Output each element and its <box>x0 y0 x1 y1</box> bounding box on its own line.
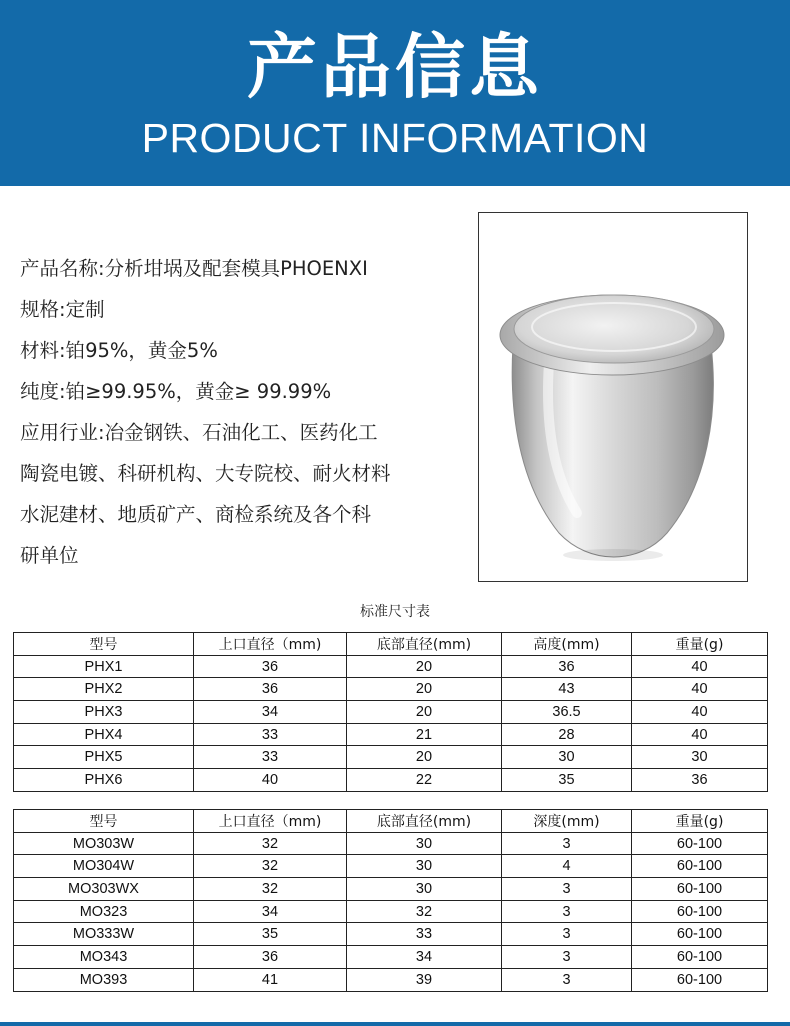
table-cell: 4 <box>502 855 632 878</box>
table-cell: 36 <box>502 655 632 678</box>
table-cell: 35 <box>194 923 347 946</box>
table-cell: 3 <box>502 878 632 901</box>
info-industry-cont-1: 陶瓷电镀、科研机构、大专院校、耐火材料 <box>20 462 391 485</box>
table-cell: 60-100 <box>632 923 768 946</box>
table-cell: 60-100 <box>632 900 768 923</box>
table-row <box>14 746 768 769</box>
table-cell: 32 <box>194 832 347 855</box>
info-spec: 规格:定制 <box>20 298 105 321</box>
table-cell: 28 <box>502 723 632 746</box>
table-cell: 22 <box>347 769 502 792</box>
size-table-phx <box>13 632 768 792</box>
header-bottom-diameter: 底部直径(mm) <box>347 633 502 656</box>
table-cell: 60-100 <box>632 878 768 901</box>
info-product-name: 产品名称:分析坩埚及配套模具PHOENXI <box>20 257 368 280</box>
header-depth: 深度(mm) <box>502 810 632 833</box>
table-cell: 3 <box>502 946 632 969</box>
header-weight: 重量(g) <box>632 810 768 833</box>
table-cell: 30 <box>502 746 632 769</box>
info-purity: 纯度:铂≥99.95%，黄金≥ 99.99% <box>20 380 332 403</box>
table-row <box>14 923 768 946</box>
table-caption: 标准尺寸表 <box>360 604 430 620</box>
table-row <box>14 900 768 923</box>
table-cell: 40 <box>632 723 768 746</box>
table-cell: 36 <box>194 946 347 969</box>
product-photo <box>478 212 748 582</box>
table-cell: 3 <box>502 923 632 946</box>
table-cell: 20 <box>347 655 502 678</box>
product-info <box>20 248 480 576</box>
table-cell: 20 <box>347 678 502 701</box>
table-cell: 3 <box>502 832 632 855</box>
table-cell: 36 <box>194 655 347 678</box>
table-cell: MO303WX <box>14 878 194 901</box>
table-row <box>14 655 768 678</box>
table-cell: MO333W <box>14 923 194 946</box>
table-cell: 41 <box>194 968 347 991</box>
info-industry-cont-2: 水泥建材、地质矿产、商检系统及各个科 <box>20 503 372 526</box>
table-cell: MO393 <box>14 968 194 991</box>
table-cell: 60-100 <box>632 832 768 855</box>
table-header-row <box>14 810 768 833</box>
info-industry: 应用行业:冶金钢铁、石油化工、医药化工 <box>20 421 378 444</box>
header-weight: 重量(g) <box>632 633 768 656</box>
table-cell: 30 <box>632 746 768 769</box>
table-cell: 40 <box>194 769 347 792</box>
table-cell: MO343 <box>14 946 194 969</box>
table-cell: 34 <box>194 900 347 923</box>
table-row <box>14 878 768 901</box>
table-cell: PHX1 <box>14 655 194 678</box>
table-cell: 43 <box>502 678 632 701</box>
table-row <box>14 723 768 746</box>
table-cell: 35 <box>502 769 632 792</box>
table-cell: 60-100 <box>632 855 768 878</box>
info-industry-cont-3: 研单位 <box>20 544 79 567</box>
table-cell: 34 <box>347 946 502 969</box>
table-row <box>14 701 768 724</box>
table-cell: 36 <box>194 678 347 701</box>
banner-title: 产品信息 <box>247 26 543 108</box>
table-cell: 33 <box>194 723 347 746</box>
table-cell: 40 <box>632 701 768 724</box>
table-cell: 40 <box>632 655 768 678</box>
bottom-divider <box>0 1022 790 1026</box>
header-height: 高度(mm) <box>502 633 632 656</box>
table-cell: 3 <box>502 968 632 991</box>
table-cell: 32 <box>347 900 502 923</box>
table-cell: PHX4 <box>14 723 194 746</box>
table-cell: PHX3 <box>14 701 194 724</box>
table-cell: 60-100 <box>632 968 768 991</box>
table-row <box>14 832 768 855</box>
header-model: 型号 <box>14 810 194 833</box>
table-cell: 36.5 <box>502 701 632 724</box>
table-cell: 32 <box>194 878 347 901</box>
header-top-diameter: 上口直径（mm) <box>194 810 347 833</box>
table-cell: PHX5 <box>14 746 194 769</box>
table-cell: 30 <box>347 855 502 878</box>
table-cell: 30 <box>347 878 502 901</box>
table-cell: 39 <box>347 968 502 991</box>
table-cell: PHX2 <box>14 678 194 701</box>
table-cell: 34 <box>194 701 347 724</box>
header-top-diameter: 上口直径（mm) <box>194 633 347 656</box>
table-cell: 3 <box>502 900 632 923</box>
crucible-illustration <box>479 213 747 581</box>
size-table-mo <box>13 809 768 992</box>
table-cell: MO304W <box>14 855 194 878</box>
table-row <box>14 968 768 991</box>
table-row <box>14 678 768 701</box>
table-header-row <box>14 633 768 656</box>
table-cell: 60-100 <box>632 946 768 969</box>
table-cell: MO303W <box>14 832 194 855</box>
header-banner <box>0 0 790 186</box>
crucible-body <box>512 345 713 557</box>
table-cell: 36 <box>632 769 768 792</box>
table-cell: 40 <box>632 678 768 701</box>
table-cell: 30 <box>347 832 502 855</box>
info-material: 材料:铂95%，黄金5% <box>20 339 218 362</box>
table-cell: 20 <box>347 746 502 769</box>
table-cell: MO323 <box>14 900 194 923</box>
table-cell: 21 <box>347 723 502 746</box>
table-cell: PHX6 <box>14 769 194 792</box>
header-model: 型号 <box>14 633 194 656</box>
header-bottom-diameter: 底部直径(mm) <box>347 810 502 833</box>
crucible-lid <box>514 295 714 363</box>
banner-subtitle: PRODUCT INFORMATION <box>141 115 649 161</box>
table-row <box>14 769 768 792</box>
table-cell: 33 <box>194 746 347 769</box>
table-row <box>14 946 768 969</box>
table-cell: 33 <box>347 923 502 946</box>
table-cell: 32 <box>194 855 347 878</box>
table-cell: 20 <box>347 701 502 724</box>
table-row <box>14 855 768 878</box>
